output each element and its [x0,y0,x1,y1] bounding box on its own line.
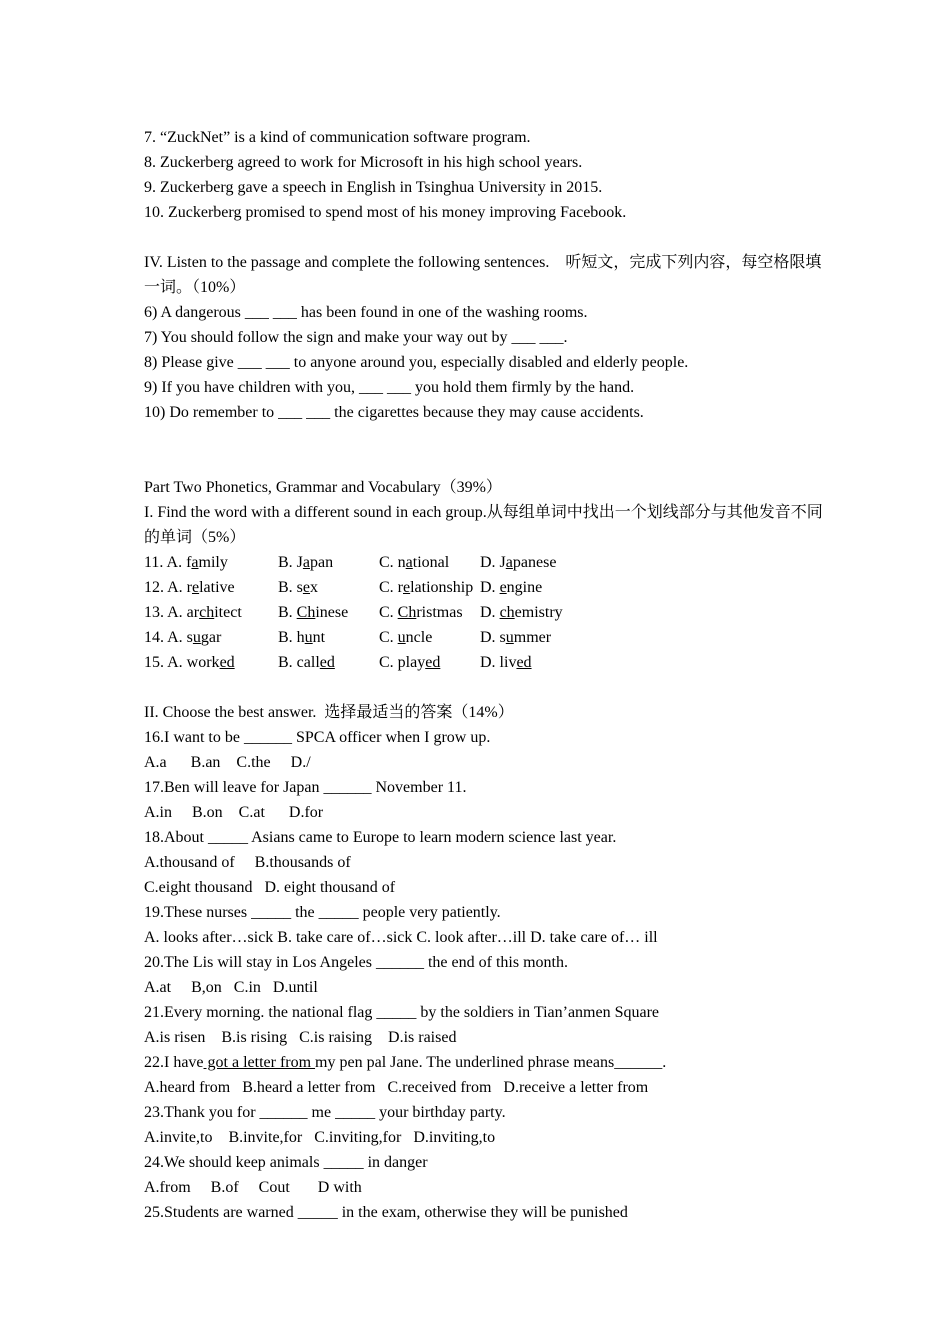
part-two-title: Part Two Phonetics, Grammar and Vocabulary（39%） [144,479,502,496]
question: 23.Thank you for ______ me _____ your birthday party. [144,1104,506,1121]
question [144,1050,824,1075]
word-part: D. [480,579,500,596]
underlined-letters: ch [199,604,215,621]
options: A.in B.on C.at D.for [144,804,324,821]
section-iv-heading: IV. Listen to the passage and complete the following sentences. 听短文，完成下列内容，每空格限填一词。（10%） [144,254,822,296]
question-number: 14. A. [144,629,187,646]
phonetics-option [480,625,600,650]
word-part: ncle [405,629,433,646]
word-part: gar [200,629,222,646]
word-part: x [310,579,319,596]
word-part: ristmas [416,604,463,621]
question: 17.Ben will leave for Japan ______ November 11. [144,779,467,796]
underlined-letters: ed [425,654,441,671]
word-part: work [186,654,220,671]
fill-item: 6) A dangerous ___ ___ has been found in one of the washing rooms. [144,304,588,321]
fill-item: 7) You should follow the sign and make your way out by ___ ___. [144,329,568,346]
fill-item: 9) If you have children with you, ___ ___ you hold them firmly by the hand. [144,379,635,396]
question: 19.These nurses _____ the _____ people very patiently. [144,904,501,921]
question: 25.Students are warned _____ in the exam, otherwise they will be punished [144,1204,628,1221]
phonetics-row [144,625,824,650]
word-part: panese [512,554,557,571]
question-number: 11. A. [144,554,187,571]
phonetics-option [480,575,600,600]
tf-item: 8. Zuckerberg agreed to work for Microsoft in his high school years. [144,154,583,171]
word-part: ar [186,604,200,621]
word-part: D. s [480,629,506,646]
phonetics-row [144,575,824,600]
tf-item: 10. Zuckerberg promised to spend most of his money improving Facebook. [144,204,627,221]
section-i-heading: I. Find the word with a different sound in each group.从每组单词中找出一个划线部分与其他发音不同的单词（5%） [144,504,823,546]
underlined-letters: e [403,579,411,596]
q22-post: my pen pal Jane. The underlined phrase means______. [315,1054,667,1071]
tf-item: 7. “ZuckNet” is a kind of communication software program. [144,129,531,146]
phonetics-option [144,625,278,650]
options: A.at B,on C.in D.until [144,979,318,996]
phonetics-option [379,550,480,575]
phonetics-option [480,650,600,675]
word-part: D. liv [480,654,517,671]
phonetics-option [278,650,379,675]
question: 18.About _____ Asians came to Europe to learn modern science last year. [144,829,617,846]
options: A.a B.an C.the D./ [144,754,311,771]
question-number: 12. A. [144,579,187,596]
underlined-letters: a [405,554,413,571]
tf-item: 9. Zuckerberg gave a speech in English in Tsinghua University in 2015. [144,179,603,196]
phonetics-row [144,650,824,675]
phonetics-option [278,550,379,575]
word-part: mmer [513,629,552,646]
phonetics-option [379,600,480,625]
q22-underlined-phrase: got a letter from [203,1054,316,1071]
section-ii-heading: II. Choose the best answer. 选择最适当的答案（14%） [144,704,514,721]
word-part: B. s [278,579,303,596]
question: 21.Every morning. the national flag _____ by the soldiers in Tian’anmen Square [144,1004,660,1021]
word-part: nt [312,629,326,646]
underlined-letters: e [499,579,507,596]
phonetics-option [144,550,278,575]
question-number: 15. A. [144,654,187,671]
underlined-letters: u [505,629,514,646]
phonetics-option [379,650,480,675]
options: A.is risen B.is rising C.is raising D.is raised [144,1029,457,1046]
word-part: lationship [410,579,474,596]
options: A.heard from B.heard a letter from C.received from D.receive a letter from [144,1079,649,1096]
question-number: 13. A. [144,604,187,621]
phonetics-row [144,550,824,575]
word-part: pan [310,554,334,571]
underlined-letters: a [505,554,513,571]
word-part: D. [480,604,500,621]
q22-pre: 22.I have [144,1054,204,1071]
exam-page [144,125,824,1225]
word-part: f [186,554,192,571]
word-part: D. J [480,554,506,571]
phonetics-option [480,600,600,625]
word-part: lative [199,579,235,596]
phonetics-option [278,625,379,650]
fill-item: 10) Do remember to ___ ___ the cigarettes because they may cause accidents. [144,404,644,421]
underlined-letters: u [304,629,313,646]
fill-item: 8) Please give ___ ___ to anyone around you, especially disabled and elderly people. [144,354,689,371]
phonetics-option [379,575,480,600]
word-part: ngine [506,579,543,596]
word-part: s [186,629,193,646]
phonetics-option [144,650,278,675]
phonetics-table [144,550,824,675]
word-part: B. J [278,554,303,571]
options: C.eight thousand D. eight thousand of [144,879,396,896]
underlined-letters: e [192,579,200,596]
word-part: emistry [514,604,563,621]
underlined-letters: ed [219,654,235,671]
underlined-letters: Ch [296,604,316,621]
phonetics-option [144,600,278,625]
phonetics-row [144,600,824,625]
options: A. looks after…sick B. take care of…sick C. look after…ill D. take care of… ill [144,929,658,946]
underlined-letters: a [302,554,311,571]
underlined-letters: Ch [397,604,417,621]
word-part: B. call [278,654,320,671]
underlined-letters: e [302,579,311,596]
word-part: C. r [379,579,403,596]
word-part: B. [278,604,297,621]
phonetics-option [278,575,379,600]
phonetics-option [480,550,600,575]
word-part: tional [412,554,450,571]
question: 20.The Lis will stay in Los Angeles ______ the end of this month. [144,954,568,971]
phonetics-option [278,600,379,625]
word-part: C. n [379,554,406,571]
underlined-letters: u [192,629,201,646]
underlined-letters: a [191,554,199,571]
question: 24.We should keep animals _____ in danger [144,1154,428,1171]
word-part: mily [198,554,228,571]
options: A.invite,to B.invite,for C.inviting,for D.inviting,to [144,1129,496,1146]
phonetics-option [144,575,278,600]
word-part: C. [379,604,398,621]
word-part: C. [379,629,398,646]
word-part: inese [315,604,349,621]
underlined-letters: ed [319,654,335,671]
underlined-letters: ed [516,654,532,671]
phonetics-option [379,625,480,650]
options: A.thousand of B.thousands of [144,854,351,871]
question: 16.I want to be ______ SPCA officer when I grow up. [144,729,491,746]
word-part: r [186,579,192,596]
word-part: C. play [379,654,426,671]
underlined-letters: u [397,629,406,646]
word-part: itect [214,604,242,621]
options: A.from B.of Cout D with [144,1179,362,1196]
underlined-letters: ch [499,604,515,621]
word-part: B. h [278,629,305,646]
